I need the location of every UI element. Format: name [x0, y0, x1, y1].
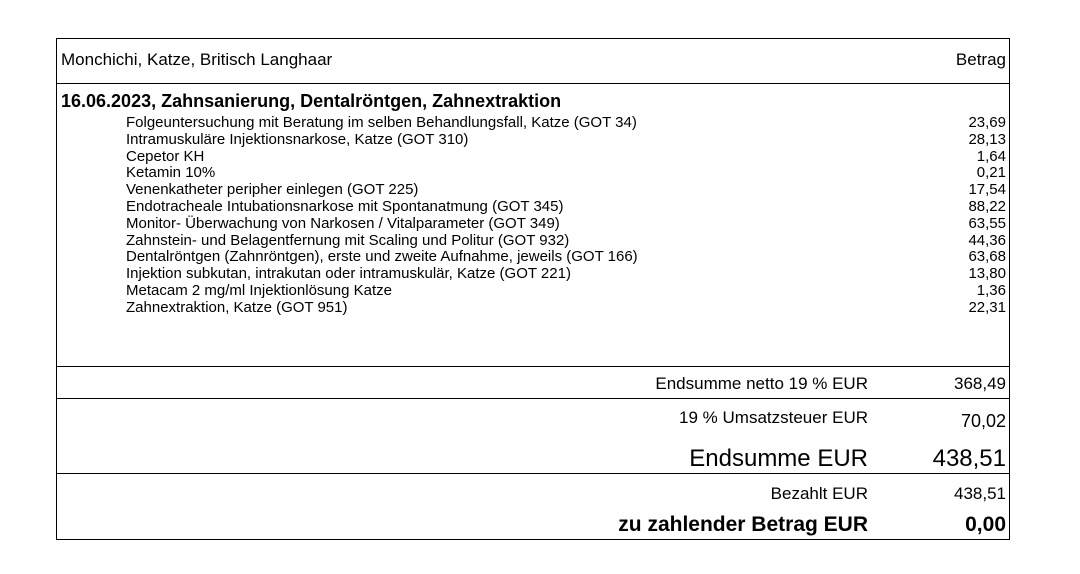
- amount-due-value: 0,00: [965, 513, 1006, 536]
- line-item-amount: 88,22: [968, 197, 1006, 215]
- line-item: [57, 216, 1009, 233]
- line-item-amount: 17,54: [968, 181, 1006, 199]
- line-item-description: Folgeuntersuchung mit Beratung im selben Behandlungsfall, Katze (GOT 34): [126, 114, 637, 131]
- line-item-amount: 23,69: [968, 114, 1006, 131]
- line-item: [57, 165, 1009, 182]
- divider-line: [57, 473, 1009, 474]
- line-item-amount: 28,13: [968, 130, 1006, 148]
- line-item-description: Intramuskuläre Injektionsnarkose, Katze (GOT 310): [126, 130, 469, 148]
- line-item-description: Metacam 2 mg/ml Injektionlösung Katze: [126, 281, 392, 299]
- line-item: [57, 149, 1009, 166]
- line-item: [57, 300, 1009, 317]
- line-item-description: Injektion subkutan, intrakutan oder intramuskulär, Katze (GOT 221): [126, 265, 571, 283]
- invoice-table: [56, 38, 1010, 540]
- line-item-amount: 22,31: [968, 298, 1006, 316]
- line-item: [57, 132, 1009, 149]
- line-item-description: Ketamin 10%: [126, 164, 216, 182]
- line-items: [57, 115, 1009, 317]
- line-item-amount: 0,21: [976, 164, 1006, 182]
- patient-info: Monchichi, Katze, Britisch Langhaar: [61, 50, 333, 69]
- line-item: [57, 182, 1009, 199]
- net-total-label: Endsumme netto 19 % EUR: [655, 374, 868, 393]
- line-item-description: Zahnstein- und Belagentfernung mit Scaling und Politur (GOT 932): [126, 231, 570, 249]
- line-item: [57, 283, 1009, 300]
- line-item-amount: 13,80: [968, 265, 1006, 283]
- divider-line: [57, 366, 1009, 367]
- net-total-value: 368,49: [954, 374, 1006, 393]
- gross-total-value: 438,51: [932, 445, 1006, 472]
- line-item-amount: 44,36: [968, 231, 1006, 249]
- line-item: [57, 199, 1009, 216]
- line-item-amount: 63,68: [968, 248, 1006, 266]
- line-item-amount: 1,64: [976, 147, 1006, 165]
- paid-label: Bezahlt EUR: [770, 484, 868, 503]
- amount-due-label: zu zahlender Betrag EUR: [618, 513, 868, 536]
- divider-line: [57, 398, 1009, 399]
- line-item-description: Monitor- Überwachung von Narkosen / Vitalparameter (GOT 349): [126, 214, 560, 232]
- paid-value: 438,51: [954, 484, 1006, 503]
- line-item: [57, 233, 1009, 250]
- line-item-description: Endotracheale Intubationsnarkose mit Spontanatmung (GOT 345): [126, 197, 564, 215]
- vat-value: 70,02: [960, 411, 1006, 431]
- gross-total-label: Endsumme EUR: [689, 445, 868, 472]
- line-item: [57, 249, 1009, 266]
- line-item: [57, 115, 1009, 132]
- amount-column-header: Betrag: [955, 50, 1006, 69]
- line-item-amount: 1,36: [976, 281, 1006, 299]
- vat-label: 19 % Umsatzsteuer EUR: [679, 408, 868, 427]
- line-item-description: Cepetor KH: [126, 147, 205, 165]
- line-item-amount: 63,55: [968, 214, 1006, 232]
- visit-title: 16.06.2023, Zahnsanierung, Dentalröntgen, Zahnextraktion: [61, 91, 562, 111]
- line-item: [57, 266, 1009, 283]
- invoice-header: [57, 39, 1009, 84]
- line-item-description: Venenkatheter peripher einlegen (GOT 225): [126, 181, 419, 199]
- line-item-description: Zahnextraktion, Katze (GOT 951): [126, 298, 348, 316]
- line-item-description: Dentalröntgen (Zahnröntgen), erste und zweite Aufnahme, jeweils (GOT 166): [126, 248, 638, 266]
